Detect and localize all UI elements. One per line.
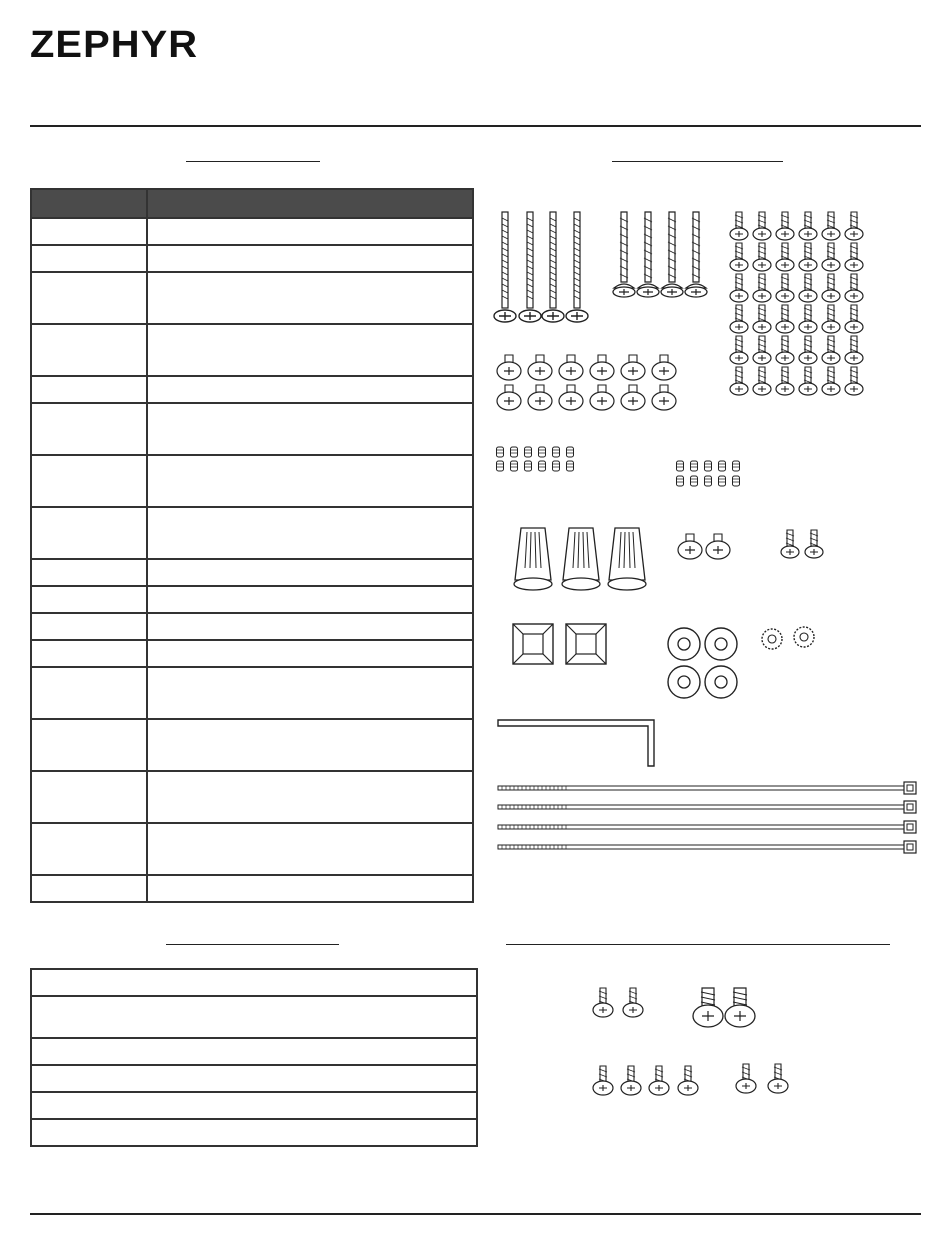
part-description-cell xyxy=(147,507,473,559)
part-description-cell xyxy=(147,455,473,507)
part-description-cell xyxy=(147,771,473,823)
medium-screw-icon xyxy=(613,212,707,297)
pan-head-screw-icon xyxy=(693,988,755,1027)
list-item xyxy=(32,1066,476,1093)
square-bracket-icon xyxy=(513,624,606,664)
part-description-cell xyxy=(147,324,473,376)
part-description-cell xyxy=(147,613,473,640)
wire-nut-icon xyxy=(514,528,646,590)
parts-table-row xyxy=(31,218,473,245)
small-screw-icon xyxy=(593,988,643,1017)
part-description-cell xyxy=(147,586,473,613)
part-description-cell xyxy=(147,218,473,245)
part-description-cell xyxy=(147,376,473,403)
list-item xyxy=(32,997,476,1039)
long-screw-icon xyxy=(494,212,588,322)
parts-table-row xyxy=(31,640,473,667)
header-rule xyxy=(30,125,921,127)
parts-table-row xyxy=(31,719,473,771)
medium-screw-icon xyxy=(593,1066,698,1095)
parts-table-row xyxy=(31,667,473,719)
parts-table-row xyxy=(31,324,473,376)
parts-table-row xyxy=(31,455,473,507)
part-number-cell xyxy=(31,507,147,559)
box-heading-underline xyxy=(166,944,339,945)
part-number-cell xyxy=(31,667,147,719)
parts-table-row xyxy=(31,272,473,324)
header-cell-description xyxy=(147,189,473,218)
part-number-cell xyxy=(31,376,147,403)
part-number-cell xyxy=(31,324,147,376)
flat-washer-icon xyxy=(668,628,737,698)
box-contents-list xyxy=(30,968,478,1147)
part-number-cell xyxy=(31,640,147,667)
parts-table-row xyxy=(31,823,473,875)
parts-table-row xyxy=(31,507,473,559)
part-number-cell xyxy=(31,245,147,272)
small-screw-icon xyxy=(736,1064,788,1093)
parts-table xyxy=(30,188,474,903)
parts-heading-underline xyxy=(186,161,320,162)
part-description-cell xyxy=(147,640,473,667)
hardware-heading-underline xyxy=(612,161,783,162)
preinstalled-hardware-illustrations xyxy=(560,980,820,1110)
parts-table-row xyxy=(31,613,473,640)
parts-table-row xyxy=(31,875,473,902)
parts-table-row xyxy=(31,586,473,613)
zephyr-logo: ZEPHYR xyxy=(30,24,199,66)
parts-table-row xyxy=(31,559,473,586)
small-screw-icon xyxy=(781,530,823,558)
part-description-cell xyxy=(147,823,473,875)
hardware-illustrations xyxy=(490,200,930,880)
part-description-cell xyxy=(147,559,473,586)
part-number-cell xyxy=(31,455,147,507)
footer-rule xyxy=(30,1213,921,1215)
set-screw-icon xyxy=(497,447,740,486)
part-number-cell xyxy=(31,613,147,640)
parts-table-row xyxy=(31,376,473,403)
small-screw-icon xyxy=(730,212,863,395)
part-number-cell xyxy=(31,823,147,875)
list-item xyxy=(32,1120,476,1147)
part-number-cell xyxy=(31,559,147,586)
part-number-cell xyxy=(31,218,147,245)
part-description-cell xyxy=(147,667,473,719)
part-number-cell xyxy=(31,586,147,613)
part-number-cell xyxy=(31,719,147,771)
list-item xyxy=(32,1093,476,1120)
list-item xyxy=(32,1039,476,1066)
pan-head-screw-icon xyxy=(678,534,730,559)
header-cell-part xyxy=(31,189,147,218)
lock-washer-icon xyxy=(762,627,814,649)
parts-table-header xyxy=(31,189,473,218)
part-number-cell xyxy=(31,272,147,324)
part-description-cell xyxy=(147,719,473,771)
part-number-cell xyxy=(31,771,147,823)
list-item xyxy=(32,970,476,997)
parts-table-row xyxy=(31,771,473,823)
pan-head-screw-icon xyxy=(497,355,676,410)
hex-key-icon xyxy=(498,720,654,766)
cable-tie-icon xyxy=(498,782,916,853)
part-description-cell xyxy=(147,403,473,455)
part-number-cell xyxy=(31,875,147,902)
preinstalled-heading-underline xyxy=(506,944,890,945)
part-description-cell xyxy=(147,272,473,324)
part-description-cell xyxy=(147,245,473,272)
part-description-cell xyxy=(147,875,473,902)
parts-table-row xyxy=(31,245,473,272)
parts-table-row xyxy=(31,403,473,455)
part-number-cell xyxy=(31,403,147,455)
